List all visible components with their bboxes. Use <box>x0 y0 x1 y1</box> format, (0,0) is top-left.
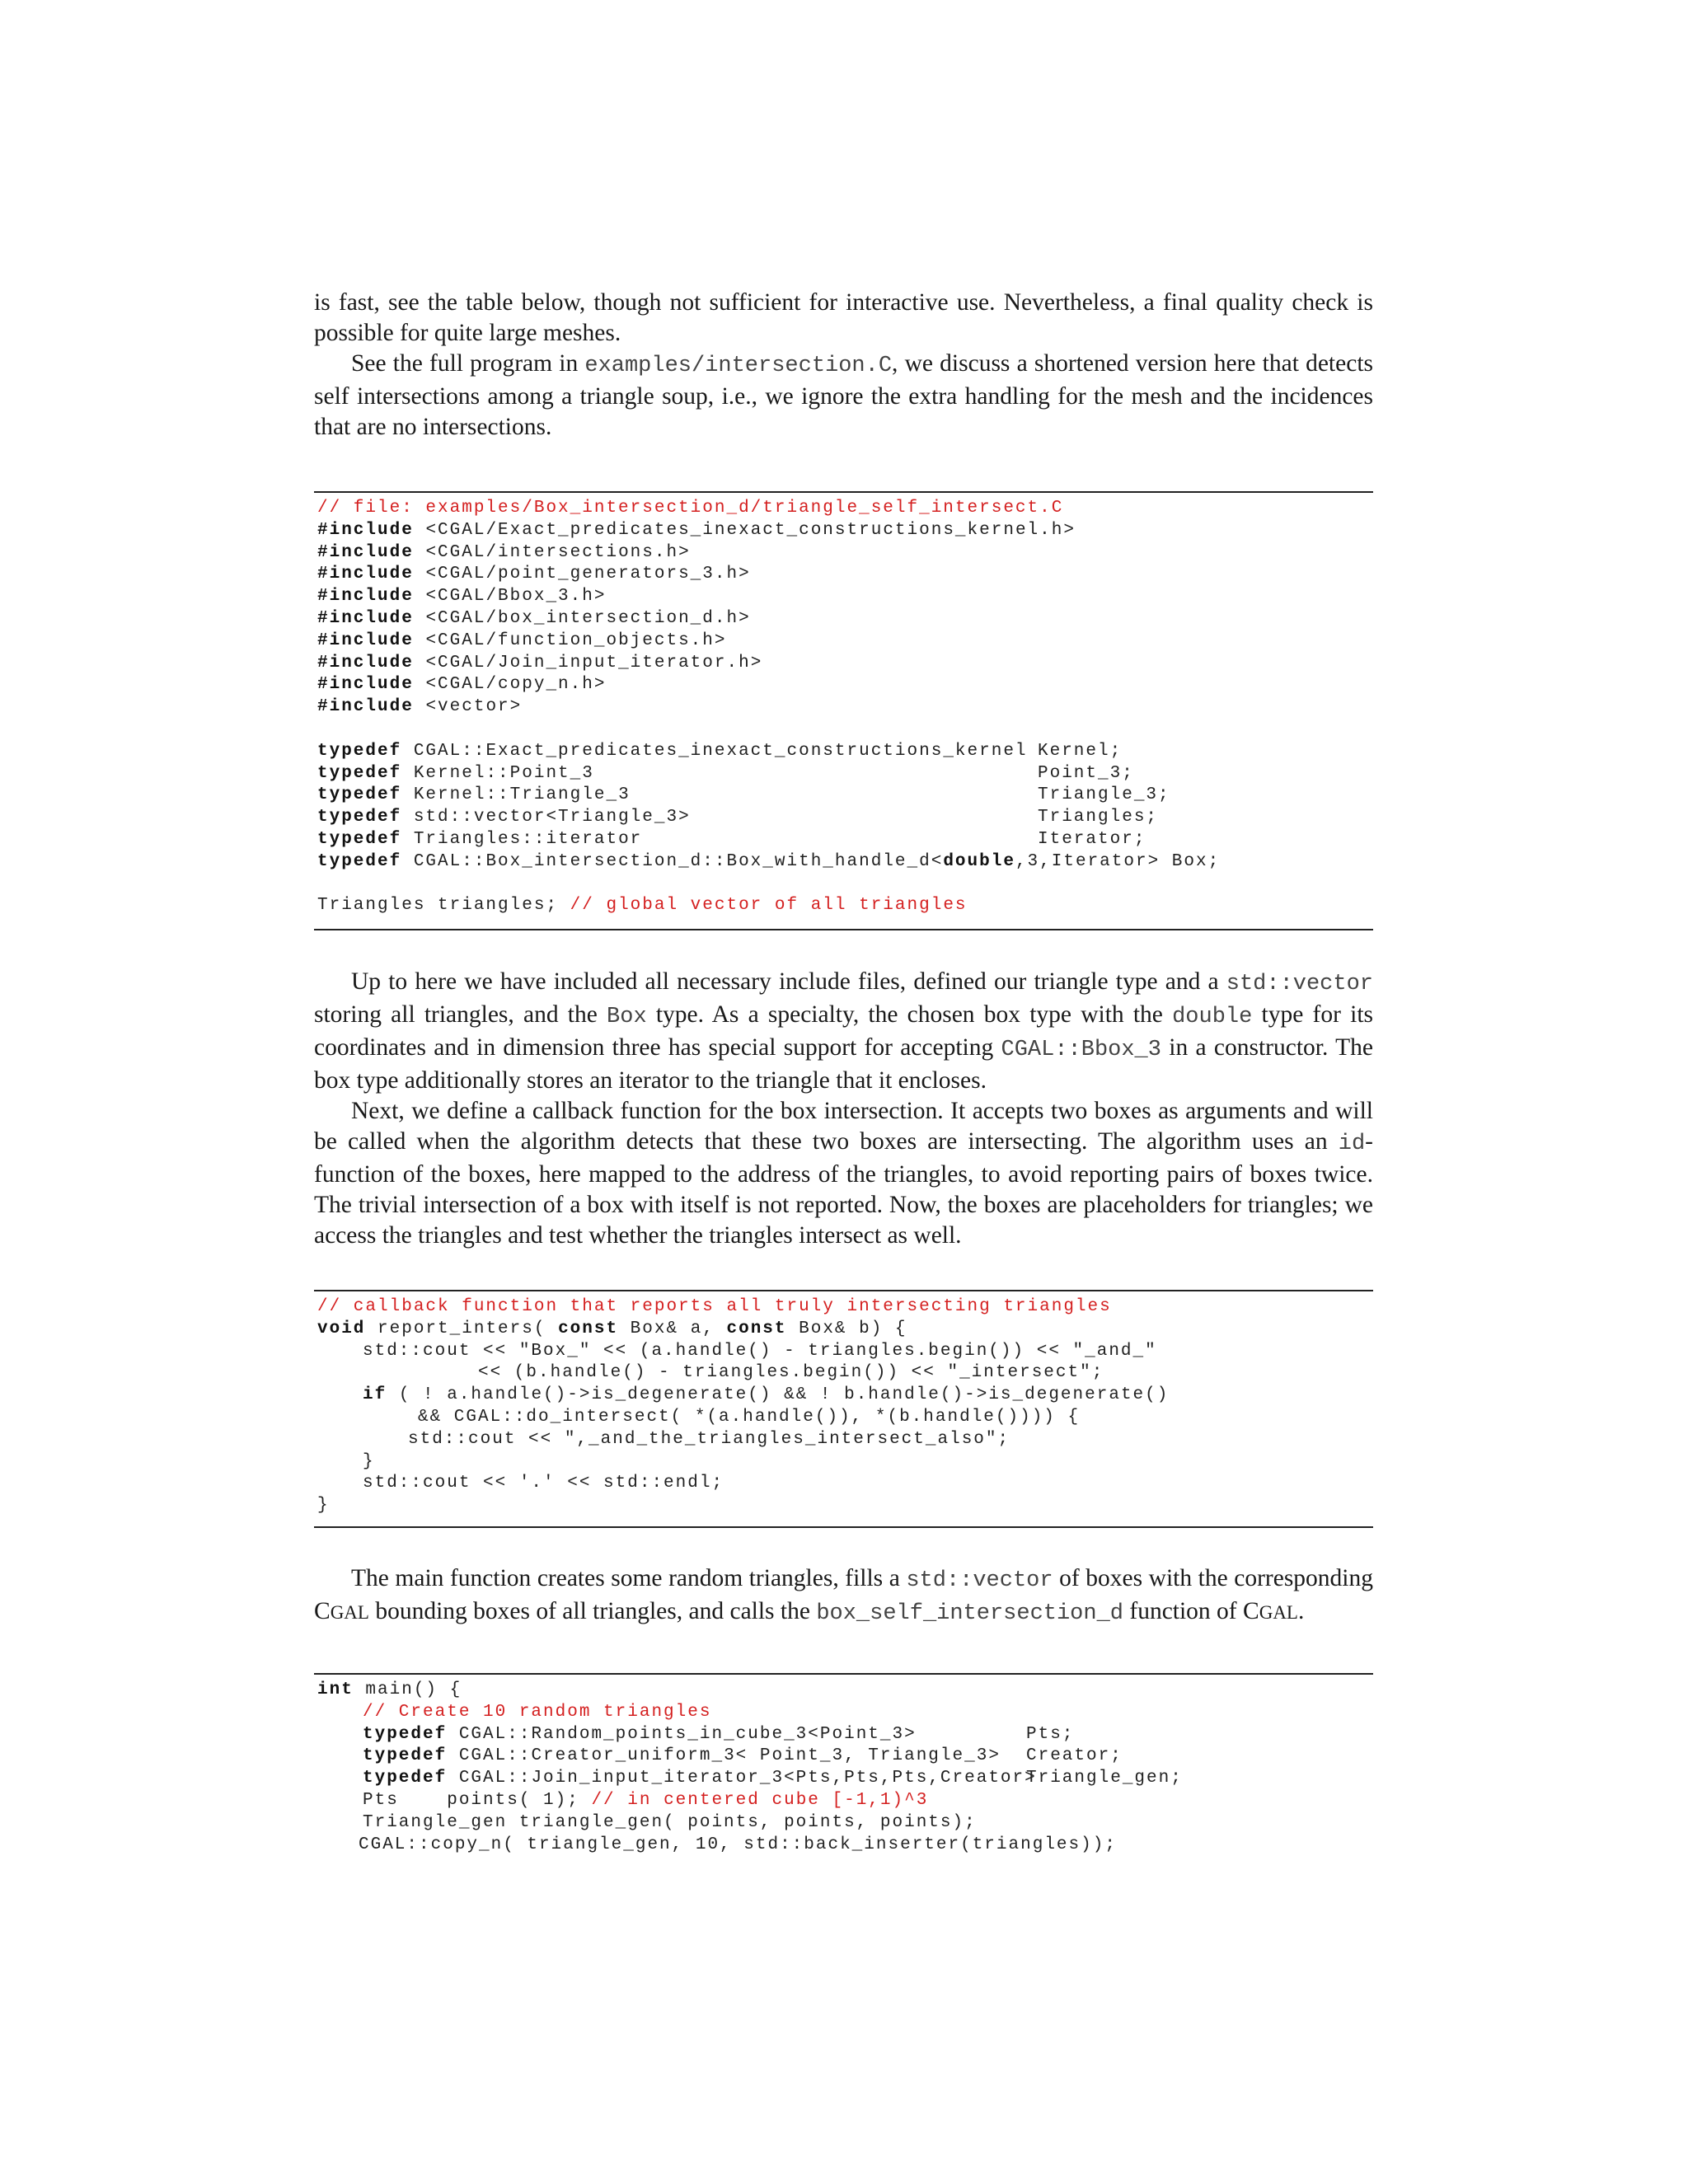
code-rule-bottom <box>314 1526 1373 1528</box>
inline-code: examples/intersection.C <box>584 354 893 378</box>
code-block-callback: // callback function that reports all truly intersecting triangles void report_inters( const Box& a, const Box& b) { std::cout << "Box_" << (a.handle() - triangles.begin()) << "_and_" << (b.handle() - triangles.begin()) << "_intersect"; if ( ! a.handle()->is_degenerate() && ! b.handle()->is_degenerate() && CGAL::do_intersect( *(a.handle()), *(b.handle()))) { std::cout << ",_and_the_triangles_intersect_also"; } std::cout << '.' << std::endl; } <box>317 1297 1170 1516</box>
cgal-name: CGAL <box>1243 1598 1298 1624</box>
code-comment: // Create 10 random triangles <box>363 1702 712 1722</box>
code-comment: // callback function that reports all truly intersecting triangles <box>317 1297 1112 1316</box>
paragraph-4: Next, we define a callback function for the box intersection. It accepts two boxes as arguments and will be called when the algorithm detects that these two boxes are intersecting. The algorithm uses an id-function of the boxes, here mapped to the address of the triangles, to avoid reporting pairs of boxes twice. The trivial intersection of a box with itself is not reported. Now, the boxes are placeholders for triangles; we access the triangles and test whether the triangles intersect as well. <box>314 1098 1373 1249</box>
code-comment: // file: examples/Box_intersection_d/triangle_self_intersect.C <box>317 499 1064 518</box>
body-paragraphs <box>314 967 1373 1251</box>
code-block-includes: // file: examples/Box_intersection_d/triangle_self_intersect.C #include <CGAL/Exact_predicates_inexact_constructions_kernel.h> #include <CGAL/intersections.h> #include <CGAL/point_generators_3.h> #include <CGAL/Bbox_3.h> #include <CGAL/box_intersection_d.h> #include <CGAL/function_objects.h> #include <CGAL/Join_input_iterator.h> #include <CGAL/copy_n.h> #include <vector> typedef CGAL::Exact_predicates_inexact_constructions_kernel Kernel; typedef Kernel::Point_3 Point_3; typedef Kernel::Triangle_3 Triangle_3; typedef std::vector<Triangle_3> Triangles; typedef Triangles::iterator Iterator; typedef CGAL::Box_intersection_d::Box_with_handle_d<double,3,Iterator> Box; Triangles triangles; // global vector of all triangles <box>317 499 1221 916</box>
code-rule-top <box>314 1290 1373 1291</box>
intro-paragraphs <box>314 288 1373 443</box>
code-rule-top <box>314 491 1373 493</box>
code-rule-top <box>314 1673 1373 1675</box>
paragraph-5: The main function creates some random triangles, fills a std::vector of boxes with the corresponding CGAL bounding boxes of all triangles, and calls the box_self_intersection_d function of CGAL. <box>314 1565 1373 1626</box>
body-paragraph-main <box>314 1563 1373 1629</box>
paragraph-3: Up to here we have included all necessary include files, defined our triangle type and a std::vector storing all triangles, and the Box type. As a specialty, the chosen box type with the double type for its coordinates and in dimension three has special support for accepting CGAL::Bbox_3 in a constructor. The box type additionally stores an iterator to the triangle that it encloses. <box>314 968 1373 1094</box>
code-comment: // global vector of all triangles <box>570 896 968 916</box>
code-block-main: int main() { // Create 10 random triangles typedef CGAL::Random_points_in_cube_3<Point_3> Pts; typedef CGAL::Creator_uniform_3< Point_3, Triangle_3> Creator; typedef CGAL::Join_input_iterator_3<Pts,Pts,Pts,Creator> Triangle_gen; Pts points( 1); // in centered cube [-1,1)^3 Triangle_gen triangle_gen( points, points, points); CGAL::copy_n( triangle_gen, 10, std::back_inserter(triangles)); <box>317 1680 1183 1854</box>
code-rule-bottom <box>314 929 1373 930</box>
paragraph-1: is fast, see the table below, though not sufficient for interactive use. Nevertheless, a final quality check is possible for quite large meshes. <box>314 289 1373 346</box>
code-comment: // in centered cube [-1,1)^3 <box>591 1790 929 1810</box>
paragraph-2: See the full program in examples/intersection.C, we discuss a shortened version here that detects self intersections among a triangle soup, i.e., we ignore the extra handling for the mesh and the incidences that are no intersections. <box>314 350 1373 440</box>
cgal-name: CGAL <box>314 1598 369 1624</box>
